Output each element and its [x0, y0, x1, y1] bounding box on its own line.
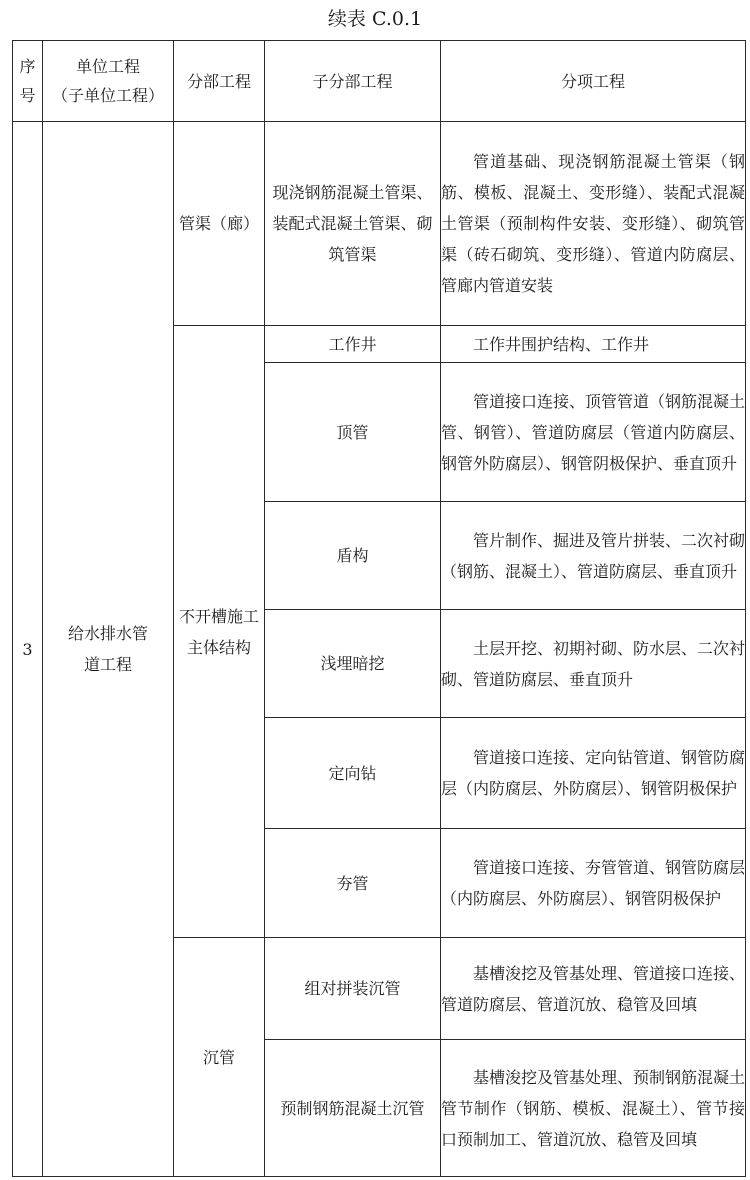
cell-division-trenchless-text: 不开槽施工主体结构 [178, 606, 259, 657]
cell-subdivision-conduit-text: 现浇钢筋混凝土管渠、装配式混凝土管渠、砌筑管渠 [272, 183, 433, 264]
cell-item-conduit: 管道基础、现浇钢筋混凝土管渠（钢筋、模板、混凝土、变形缝）、装配式混凝土管渠（预制构件安装、变形缝）、砌筑管渠（砖石砌筑、变形缝）、管道内防腐层、管廊内管道安装 [441, 122, 746, 326]
cell-unit [43, 122, 174, 1177]
cell-division-sunk: 沉管 [174, 938, 265, 1177]
cell-subdivision-work-well: 工作井 [265, 326, 441, 363]
header-division: 分部工程 [174, 41, 265, 122]
cell-division-trenchless [174, 326, 265, 938]
cell-subdivision-shield: 盾构 [265, 502, 441, 610]
cell-item-shield: 管片制作、掘进及管片拼装、二次衬砌（钢筋、混凝土）、管道防腐层、垂直顶升 [441, 502, 746, 610]
cell-seq: 3 [13, 122, 43, 1177]
cell-subdivision-precast-sunk-text: 预制钢筋混凝土沉管 [280, 1098, 425, 1118]
cell-subdivision-pipe-jacking: 顶管 [265, 363, 441, 502]
header-seq [13, 41, 43, 122]
cell-unit-text: 给水排水管道工程 [67, 624, 148, 674]
header-item: 分项工程 [441, 41, 746, 122]
header-seq-text: 序号 [19, 57, 36, 105]
cell-item-pipe-jacking: 管道接口连接、顶管管道（钢筋混凝土管、钢管）、管道防腐层（管道内防腐层、钢管外防腐层）、钢管阴极保护、垂直顶升 [441, 363, 746, 502]
cell-item-pipe-ramming: 管道接口连接、夯管管道、钢管防腐层（内防腐层、外防腐层）、钢管阴极保护 [441, 829, 746, 938]
table-title: 续表 C.0.1 [327, 8, 423, 30]
header-unit [43, 41, 174, 122]
cell-subdivision-shallow-tunnel: 浅埋暗挖 [265, 610, 441, 718]
header-unit-text: 单位工程 （子单位工程） [51, 57, 164, 105]
acceptance-division-table [12, 40, 746, 1177]
cell-division-conduit: 管渠（廊） [174, 122, 265, 326]
cell-subdivision-directional-drilling: 定向钻 [265, 718, 441, 829]
cell-subdivision-conduit [265, 122, 441, 326]
cell-item-precast-sunk: 基槽浚挖及管基处理、预制钢筋混凝土管节制作（钢筋、模板、混凝土）、管节接口预制加工、管道沉放、稳管及回填 [441, 1040, 746, 1177]
cell-item-work-well: 工作井围护结构、工作井 [441, 326, 746, 363]
table-row [13, 122, 746, 326]
cell-item-shallow-tunnel: 土层开挖、初期衬砌、防水层、二次衬砌、管道防腐层、垂直顶升 [441, 610, 746, 718]
cell-item-assembled-sunk: 基槽浚挖及管基处理、管道接口连接、管道防腐层、管道沉放、稳管及回填 [441, 938, 746, 1040]
cell-subdivision-assembled-sunk: 组对拼装沉管 [265, 938, 441, 1040]
cell-subdivision-pipe-ramming: 夯管 [265, 829, 441, 938]
table-header-row [13, 41, 746, 122]
cell-subdivision-precast-sunk [265, 1040, 441, 1177]
cell-item-directional-drilling: 管道接口连接、定向钻管道、钢管防腐层（内防腐层、外防腐层）、钢管阴极保护 [441, 718, 746, 829]
header-subdivision: 子分部工程 [265, 41, 441, 122]
